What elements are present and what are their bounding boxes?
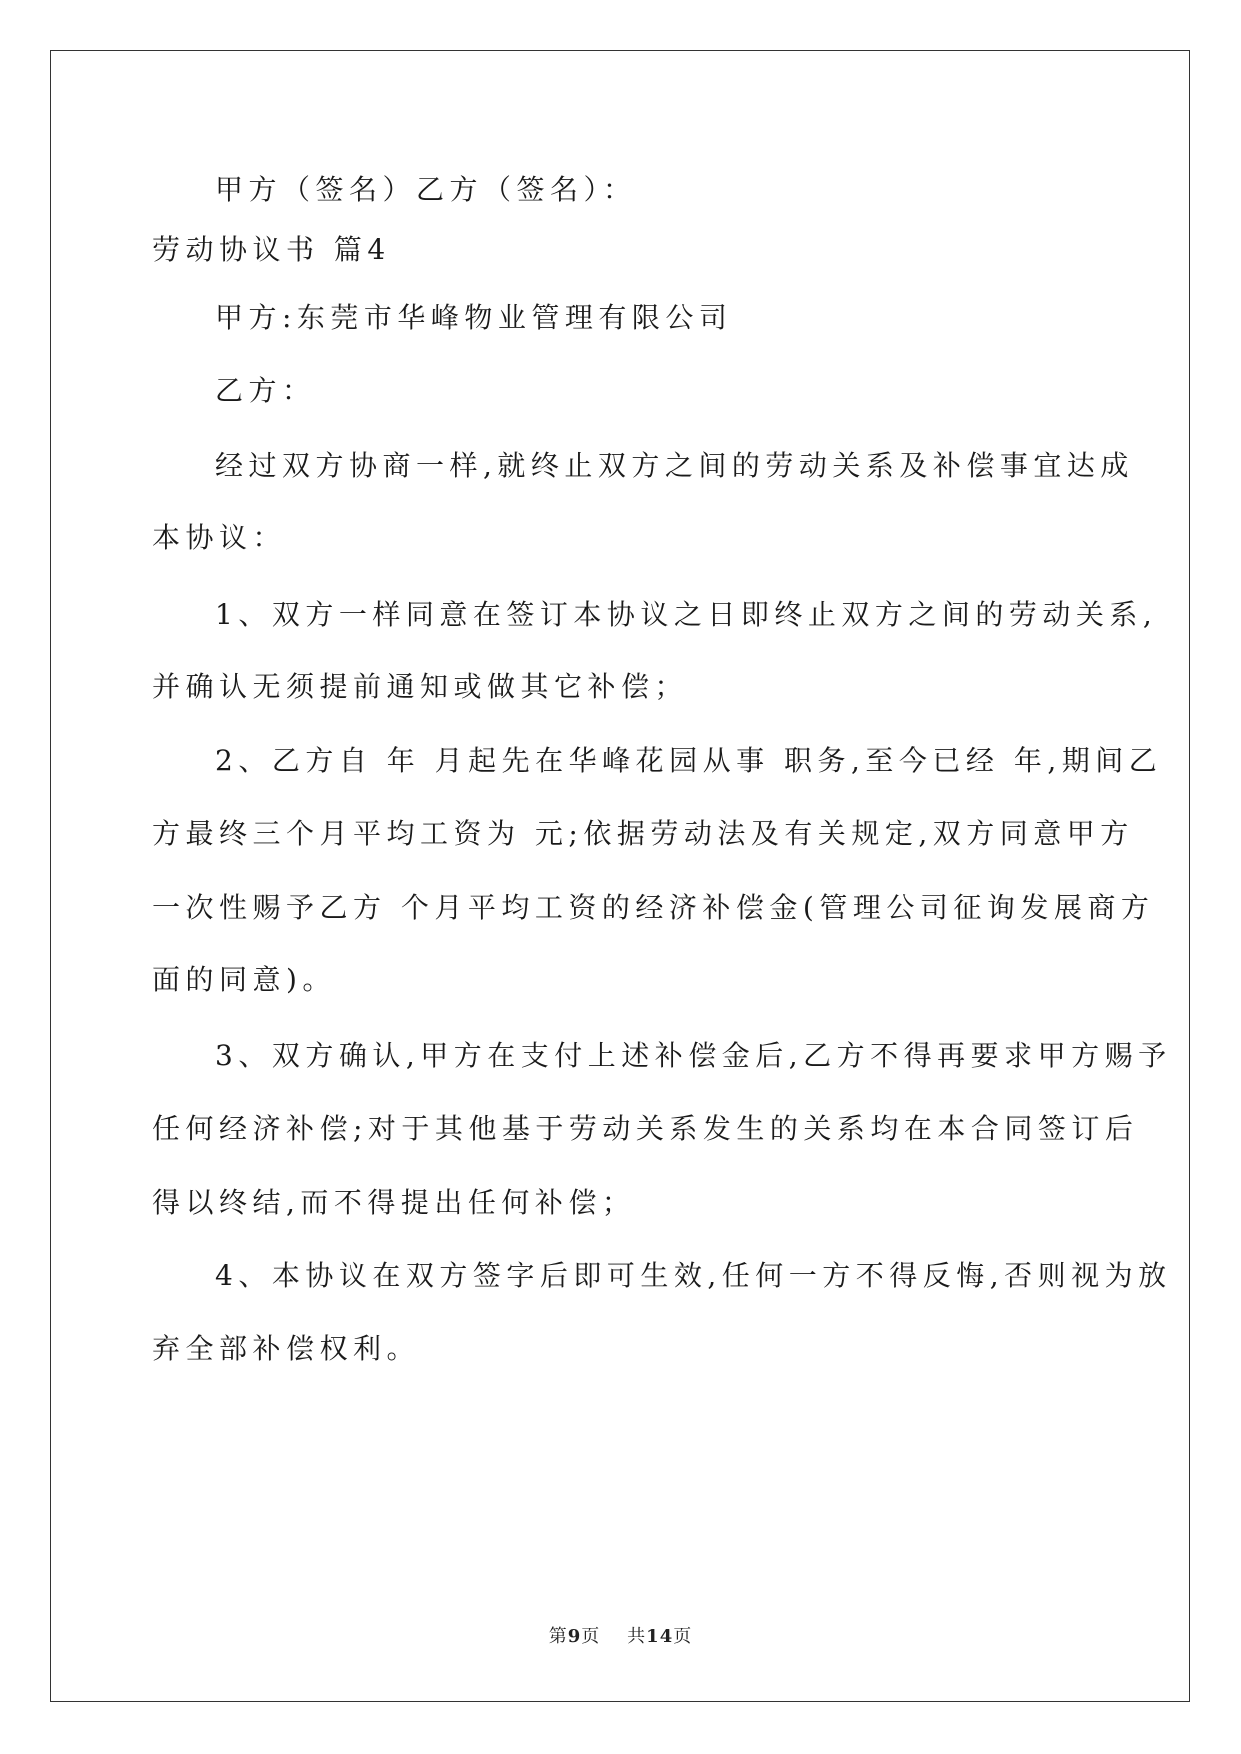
page-border [50,50,1190,1702]
party-a-line: 甲方:东莞市华峰物业管理有限公司 [215,301,733,334]
clause-3-line-2: 任何经济补偿;对于其他基于劳动关系发生的关系均在本合同签订后 [152,1112,1139,1145]
clause-2-line-2: 方最终三个月平均工资为 元;依据劳动法及有关规定,双方同意甲方 [152,817,1134,850]
party-b-line: 乙方： [215,374,316,407]
section-title: 劳动协议书 篇4 [152,233,391,266]
clause-2-line-3: 一次性赐予乙方 个月平均工资的经济补偿金(管理公司征询发展商方 [152,891,1155,924]
clause-1-line-2: 并确认无须提前通知或做其它补偿； [152,670,689,703]
signature-line: 甲方（签名）乙方（签名）： [215,173,637,206]
clause-2-line-4: 面的同意)。 [152,963,336,996]
footer-prefix: 第 [548,1626,568,1647]
clause-4-line-1: 4、本协议在双方签字后即可生效,任何一方不得反悔,否则视为放 [215,1259,1172,1292]
clause-4-line-2: 弃全部补偿权利。 [152,1332,421,1365]
intro-paragraph-line-2: 本协议： [152,521,287,554]
clause-1-line-1: 1、双方一样同意在签订本协议之日即终止双方之间的劳动关系, [215,598,1158,631]
clause-2-line-1: 2、乙方自 年 月起先在华峰花园从事 职务,至今已经 年,期间乙 [215,744,1163,777]
total-page-count: 14 [646,1626,674,1647]
clause-3-line-1: 3、双方确认,甲方在支付上述补偿金后,乙方不得再要求甲方赐予 [215,1039,1172,1072]
footer-mid: 页 共 [581,1626,647,1647]
current-page-number: 9 [567,1626,582,1647]
clause-3-line-3: 得以终结,而不得提出任何补偿； [152,1186,636,1219]
footer-suffix: 页 [673,1626,693,1647]
intro-paragraph-line-1: 经过双方协商一样,就终止双方之间的劳动关系及补偿事宜达成 [215,449,1134,482]
page-footer [0,1622,1241,1648]
